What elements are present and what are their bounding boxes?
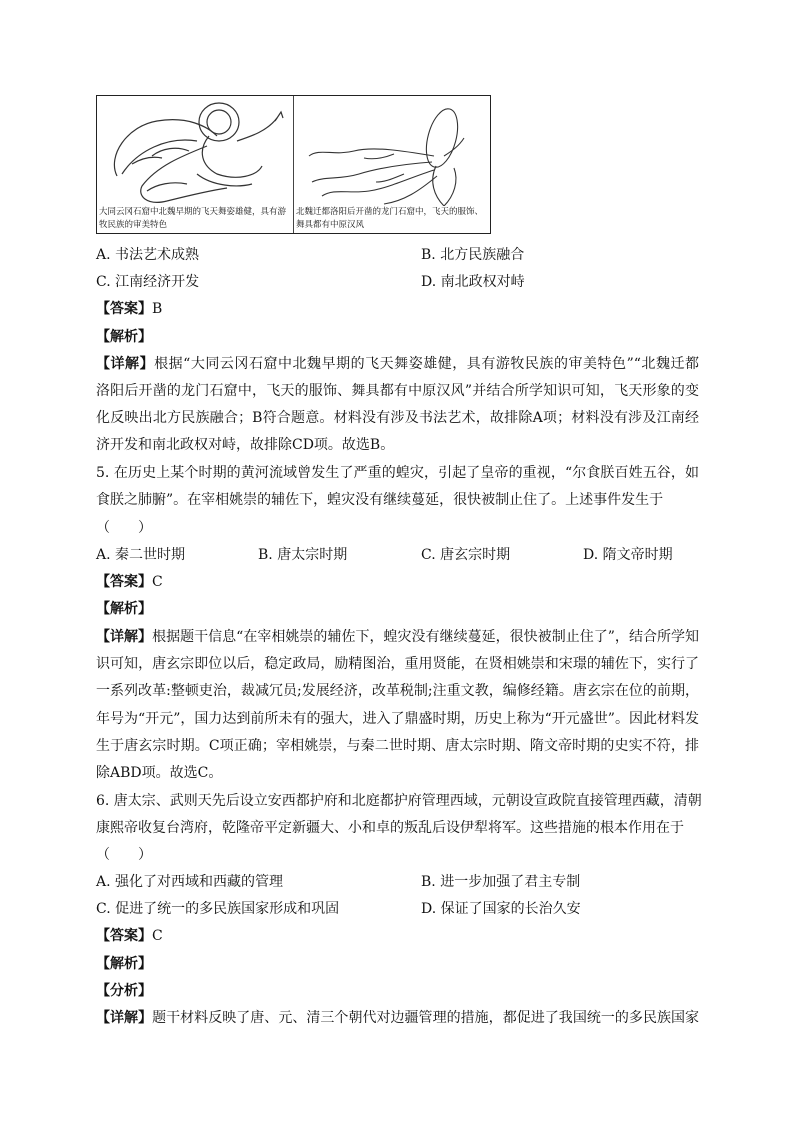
q6-answer <box>96 925 163 945</box>
detail-tag: 【详解】 <box>96 629 153 645</box>
answer-value: B <box>152 301 163 317</box>
detail-text: 题干材料反映了唐、元、清三个朝代对边疆管理的措施，都促进了我国统一的多民族国家 <box>152 1010 700 1026</box>
q5-detail-line-6: 除ABD项。故选C。 <box>96 765 223 781</box>
q6-option-b: B. 进一步加强了君主专制 <box>421 874 581 890</box>
q4-option-b: B. 北方民族融合 <box>421 247 525 263</box>
q6-option-c: C. 促进了统一的多民族国家形成和巩固 <box>96 901 340 917</box>
q6-option-a: A. 强化了对西域和西藏的管理 <box>96 874 284 890</box>
fenxi-tag: 【分析】 <box>96 983 152 999</box>
q6-detail-line-1 <box>96 1007 699 1027</box>
answer-value: C <box>152 574 163 590</box>
q4-detail-line-3: 化反映出北方民族融合；B符合题意。材料没有涉及书法艺术，故排除A项；材料没有涉及江南经 <box>96 410 699 426</box>
q4-answer <box>96 298 162 318</box>
right-caption: 北魏迁都洛阳后开凿的龙门石窟中，飞天的服饰、舞具都有中原汉风 <box>296 206 488 232</box>
q4-option-c: C. 江南经济开发 <box>96 274 200 290</box>
q6-fenxi-tag <box>96 980 152 1000</box>
q5-stem-line-2: 食朕之肺腑”。在宰相姚崇的辅佐下，蝗灾没有继续蔓延，很快被制止住了。上述事件发生于 <box>96 492 664 508</box>
yungang-feitian-panel <box>97 96 293 233</box>
q6-stem-line-1: 6. 唐太宗、武则天先后设立安西都护府和北庭都护府管理西域，元朝设宣政院直接管理西藏，清朝 <box>96 793 702 809</box>
analysis-tag: 【解析】 <box>96 956 152 972</box>
detail-text: 根据题干信息“在宰相姚崇的辅佐下，蝗灾没有继续蔓延，很快被制止住了”，结合所学知 <box>152 629 700 645</box>
q4-detail-line-4: 济开发和南北政权对峙，故排除CD项。故选B。 <box>96 437 395 453</box>
q5-option-c: C. 唐玄宗时期 <box>421 547 511 563</box>
q5-detail-line-2: 识可知，唐玄宗即位以后，稳定政局，励精图治，重用贤能，在贤相姚崇和宋璟的辅佐下，实行了 <box>96 656 699 672</box>
q5-option-b: B. 唐太宗时期 <box>258 547 348 563</box>
q4-analysis-tag <box>96 326 152 346</box>
q4-detail-line-2: 洛阳后开凿的龙门石窟中，飞天的服饰、舞具都有中原汉风”并结合所学知识可知，飞天形象的变 <box>96 383 699 399</box>
longmen-feitian-panel <box>293 96 490 233</box>
q5-stem-line-1: 5. 在历史上某个时期的黄河流域曾发生了严重的蝗灾，引起了皇帝的重视，“尔食朕百姓五谷，如 <box>96 465 699 481</box>
q5-detail-line-1 <box>96 626 699 646</box>
q6-analysis-tag <box>96 953 152 973</box>
q5-option-a: A. 秦二世时期 <box>96 547 186 563</box>
answer-tag: 【答案】 <box>96 301 152 317</box>
detail-tag: 【详解】 <box>96 1010 153 1026</box>
left-caption: 大同云冈石窟中北魏早期的飞天舞姿雄健，具有游牧民族的审美特色 <box>99 206 291 232</box>
analysis-tag: 【解析】 <box>96 329 152 345</box>
q4-option-d: D. 南北政权对峙 <box>421 274 525 290</box>
q5-stem-line-3: （ ） <box>96 520 152 536</box>
q5-answer <box>96 571 163 591</box>
answer-tag: 【答案】 <box>96 574 152 590</box>
q6-option-d: D. 保证了国家的长治久安 <box>421 901 581 917</box>
q6-stem-line-3: （ ） <box>96 847 152 863</box>
q6-stem-line-2: 康熙帝收复台湾府，乾隆帝平定新疆大、小和卓的叛乱后设伊犁将军。这些措施的根本作用在于 <box>96 820 684 836</box>
feitian-figure <box>96 95 491 234</box>
analysis-tag: 【解析】 <box>96 601 152 617</box>
detail-tag: 【详解】 <box>96 356 155 372</box>
q5-option-d: D. 隋文帝时期 <box>583 547 673 563</box>
q4-option-a: A. 书法艺术成熟 <box>96 247 200 263</box>
q5-detail-line-3: 一系列改革:整顿吏治，裁减冗员;发展经济，改革税制;注重文教，编修经籍。唐玄宗在位的前期， <box>96 683 699 699</box>
answer-value: C <box>152 928 163 944</box>
q5-detail-line-4: 年号为“开元”，国力达到前所未有的强大，进入了鼎盛时期，历史上称为“开元盛世”。因此材料发 <box>96 711 699 727</box>
q5-analysis-tag <box>96 598 152 618</box>
answer-tag: 【答案】 <box>96 928 152 944</box>
q4-detail-line-1 <box>96 353 699 373</box>
q5-detail-line-5: 生于唐玄宗时期。C项正确；宰相姚崇，与秦二世时期、唐太宗时期、隋文帝时期的史实不符，排 <box>96 738 699 754</box>
detail-text: 根据“大同云冈石窟中北魏早期的飞天舞姿雄健，具有游牧民族的审美特色”“北魏迁都 <box>154 356 699 372</box>
